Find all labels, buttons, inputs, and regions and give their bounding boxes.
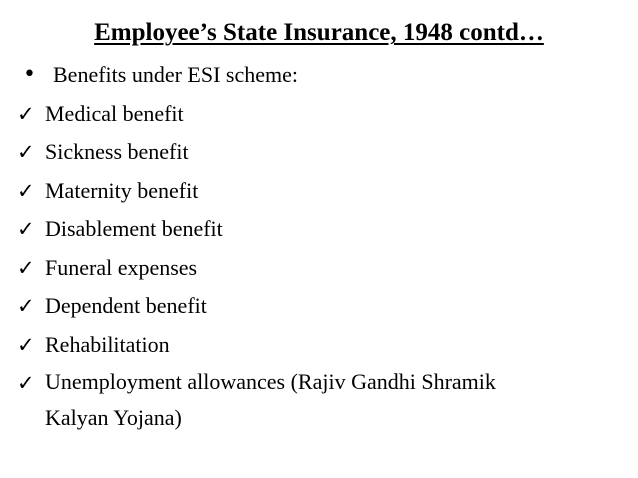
checkmark-icon: ✓	[17, 332, 35, 357]
list-item-label: Funeral expenses	[45, 254, 198, 280]
list-item	[17, 364, 617, 436]
checkmark-icon: ✓	[17, 178, 35, 203]
checkmark-icon: ✓	[17, 255, 35, 280]
list-item-label: Maternity benefit	[45, 177, 199, 203]
intro-bullet	[17, 56, 617, 95]
bullet-dot-icon: •	[23, 62, 36, 87]
list-item	[17, 326, 617, 365]
list-item-label: Medical benefit	[45, 100, 184, 126]
bullet-list	[17, 56, 617, 436]
intro-text: Benefits under ESI scheme:	[53, 62, 298, 87]
list-item-label: Sickness benefit	[45, 139, 189, 164]
list-item	[17, 172, 617, 211]
list-item-label: Unemployment allowances (Rajiv Gandhi Shramik Kalyan Yojana)	[45, 369, 496, 430]
checkmark-icon: ✓	[17, 294, 35, 318]
checkmark-icon: ✓	[17, 101, 35, 126]
list-item	[17, 287, 617, 326]
slide-title: Employee’s State Insurance, 1948 contd…	[94, 19, 544, 46]
list-item-label: Dependent benefit	[45, 293, 207, 318]
list-item	[17, 249, 617, 288]
list-item-label: Disablement benefit	[45, 216, 223, 241]
list-item	[17, 133, 617, 172]
list-item	[17, 210, 617, 249]
checkmark-icon: ✓	[17, 371, 35, 395]
list-item-label: Rehabilitation	[45, 331, 170, 357]
checkmark-icon: ✓	[17, 140, 35, 164]
checkmark-icon: ✓	[17, 217, 35, 241]
list-item	[17, 95, 617, 134]
